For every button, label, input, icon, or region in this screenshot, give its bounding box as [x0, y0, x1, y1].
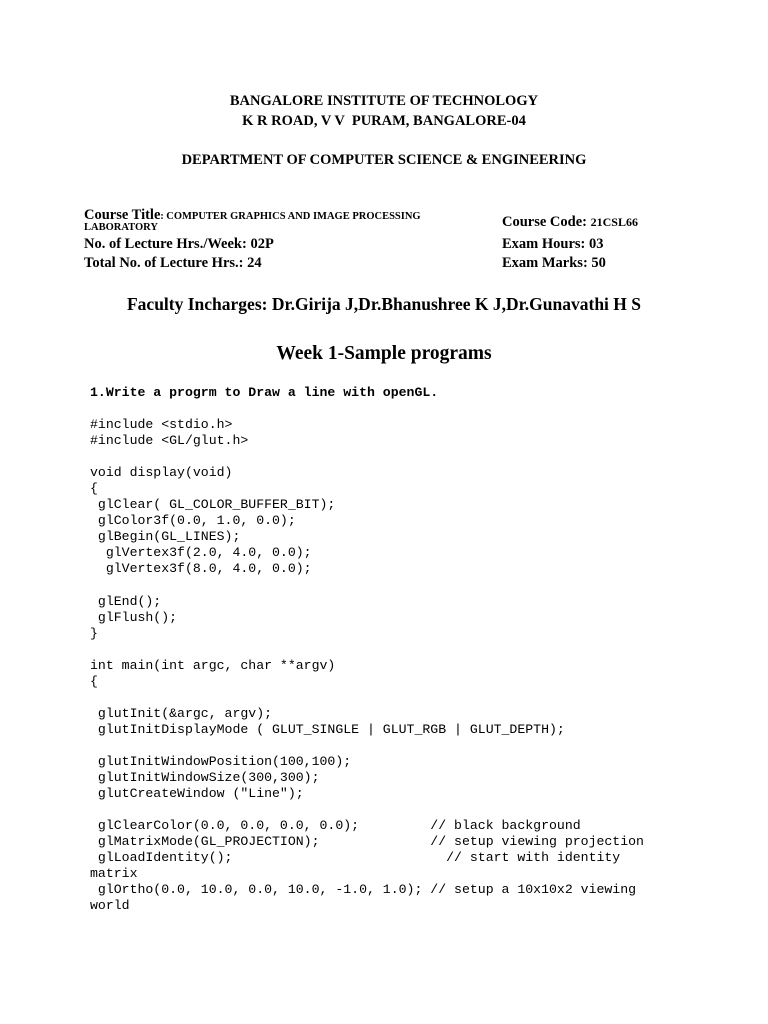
department-name: DEPARTMENT OF COMPUTER SCIENCE & ENGINEERING: [181, 152, 587, 168]
course-title-label: Course Title: [84, 207, 161, 223]
exam-marks: Exam Marks: 50: [502, 255, 606, 271]
course-code: [502, 213, 638, 231]
lecture-hours-week: No. of Lecture Hrs./Week: 02P: [84, 236, 274, 252]
course-code-label: Course Code:: [502, 214, 591, 230]
institute-name: BANGALORE INSTITUTE OF TECHNOLOGY: [229, 93, 539, 109]
course-title-value: COMPUTER GRAPHICS AND IMAGE PROCESSING: [166, 211, 421, 222]
total-lecture-hours: Total No. of Lecture Hrs.: 24: [84, 255, 262, 271]
exam-hours: Exam Hours: 03: [502, 236, 604, 252]
institute-address: K R ROAD, V V PURAM, BANGALORE-04: [242, 113, 526, 129]
course-title-separator: :: [160, 211, 167, 222]
code-listing: #include <stdio.h> #include <GL/glut.h> void display(void) { glClear( GL_COLOR_BUFFER_BIT); glColor3f(0.0, 1.0, 0.0); glBegin(GL_LINES); glVertex3f(2.0, 4.0, 0.0); glVertex3f(8.0, 4.0, 0.0); glEnd(); glFlush(); } int main(int argc, char **argv) { glutInit(&argc, argv); glutInitDisplayMode ( GLUT_SINGLE | GLUT_RGB | GLUT_DEPTH); glutInitWindowPosition(100,100); glutInitWindowSize(300,300); glutCreateWindow ("Line"); glClearColor(0.0, 0.0, 0.0, 0.0); // black background glMatrixMode(GL_PROJECTION); // setup viewing projection glLoadIdentity(); // start with identity matrix glOrtho(0.0, 10.0, 0.0, 10.0, -1.0, 1.0); // setup a 10x10x2 viewing world: [90, 417, 644, 914]
program-question: 1.Write a progrm to Draw a line with openGL.: [90, 385, 439, 400]
course-title-value-continued: LABORATORY: [84, 222, 158, 233]
week-title: Week 1-Sample programs: [276, 343, 492, 364]
faculty-incharges: Faculty Incharges: Dr.Girija J,Dr.Bhanushree K J,Dr.Gunavathi H S: [126, 294, 642, 314]
course-code-value: 21CSL66: [590, 215, 638, 229]
